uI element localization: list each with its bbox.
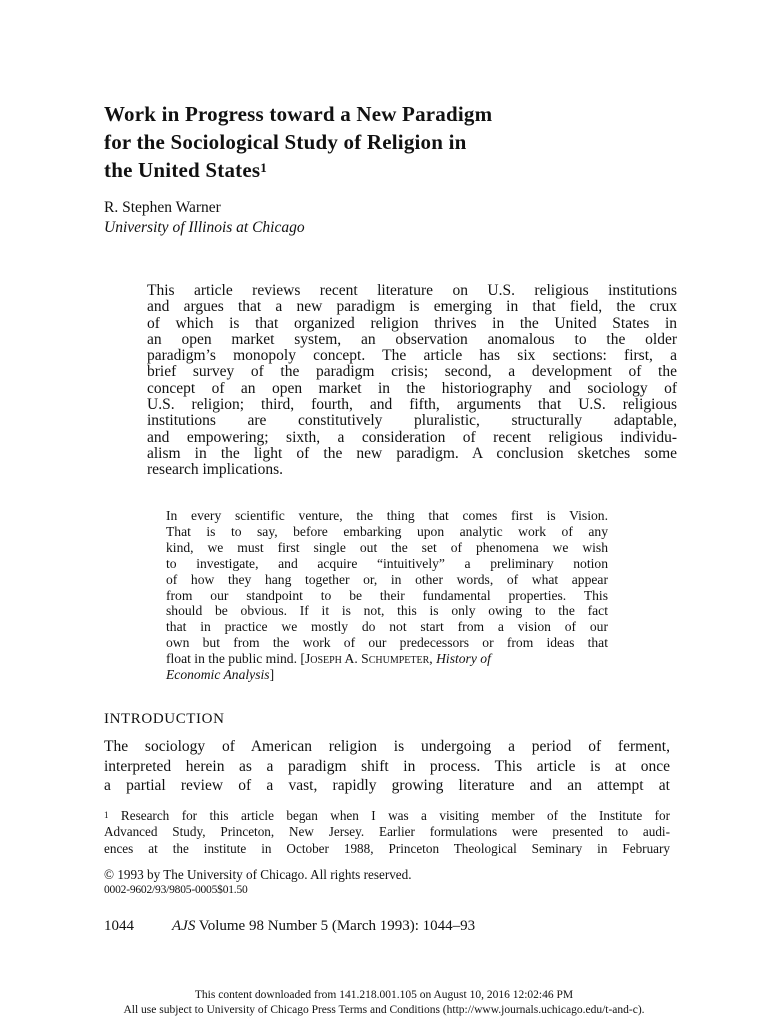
epigraph-attribution-author: Joseph A. Schumpeter — [304, 651, 430, 667]
epigraph-line: That is to say, before embarking upon analytic work of any — [166, 523, 608, 539]
epigraph-line: from our standpoint to be their fundamental properties. This — [166, 587, 608, 603]
epigraph-line: that in practice we mostly do not start from a vision of our — [166, 619, 608, 635]
abstract-line: U.S. religion; third, fourth, and fifth, arguments that U.S. religious — [147, 396, 677, 414]
epigraph-line: of how they hang together or, in other words, of what appear — [166, 571, 608, 587]
body-line: a partial review of a vast, rapidly growing literature and an attempt at — [104, 777, 670, 794]
footnote-line — [104, 808, 670, 824]
section-heading: INTRODUCTION — [104, 711, 225, 727]
footnote — [104, 808, 670, 857]
abstract-line: paradigm’s monopoly concept. The article has six sections: first, a — [147, 347, 677, 365]
terms-line: All use subject to University of Chicago Press Terms and Conditions (http://www.journals.uchicago.edu/t-and-c). — [123, 1004, 645, 1016]
title-line-text: the United States — [104, 158, 261, 182]
download-notice — [0, 988, 768, 1018]
copyright-notice: © 1993 by The University of Chicago. All rights reserved. — [104, 867, 412, 882]
abstract-line: research implications. — [147, 461, 284, 479]
author-affiliation: University of Illinois at Chicago — [104, 219, 305, 236]
title-line — [104, 156, 704, 184]
abstract-line: institutions are constitutively pluralistic, structurally adaptable, — [147, 412, 677, 430]
epigraph-attribution-work: History of — [436, 651, 491, 667]
epigraph — [166, 508, 608, 683]
journal-citation-text: Volume 98 Number 5 (March 1993): 1044–93 — [195, 918, 476, 934]
introduction-body — [104, 737, 670, 796]
title-line: for the Sociological Study of Religion in — [104, 130, 467, 154]
epigraph-line — [166, 651, 608, 667]
author-name: R. Stephen Warner — [104, 199, 221, 216]
download-line: This content downloaded from 141.218.001.105 on August 10, 2016 12:02:46 PM — [194, 989, 574, 1001]
epigraph-line: to investigate, and acquire “intuitively” a preliminary notion — [166, 555, 608, 571]
journal-abbrev: AJS — [172, 918, 196, 934]
title-line: Work in Progress toward a New Paradigm — [104, 102, 493, 126]
abstract-line: an open market system, an observation anomalous to the older — [147, 330, 677, 348]
abstract-line: alism in the light of the new paradigm. A conclusion sketches some — [147, 444, 677, 462]
abstract — [147, 283, 677, 479]
title-footnote-mark: 1 — [260, 160, 267, 175]
epigraph-line: should be obvious. If it is not, this is only owing to the fact — [166, 603, 608, 619]
epigraph-line: In every scientific venture, the thing that comes first is Vision. — [166, 508, 608, 523]
body-line: The sociology of American religion is undergoing a period of ferment, — [104, 738, 670, 755]
journal-citation — [104, 917, 670, 935]
footnote-mark: 1 — [104, 810, 109, 820]
abstract-line: and empowering; sixth, a consideration of recent religious individu- — [147, 428, 677, 446]
epigraph-attribution-work: Economic Analysis — [166, 667, 270, 683]
page-number: 1044 — [104, 918, 134, 934]
footnote-line-text: Research for this article began when I was a visiting member of the Institute for — [108, 808, 670, 823]
abstract-line: and argues that a new paradigm is emerging in that field, the crux — [147, 298, 677, 316]
article-title — [104, 100, 704, 184]
epigraph-attribution-sep: , — [429, 651, 437, 667]
epigraph-line: own but from the work of our predecessors or from ideas that — [166, 635, 608, 651]
abstract-line: of which is that organized religion thrives in the United States in — [147, 314, 677, 332]
footnote-line: ences at the institute in October 1988, Princeton Theological Seminary in February — [104, 840, 670, 856]
issn-code: 0002-9602/93/9805-0005$01.50 — [104, 884, 248, 896]
abstract-line: This article reviews recent literature on U.S. religious institutions — [147, 282, 677, 299]
epigraph-line: kind, we must first single out the set of phenomena we wish — [166, 539, 608, 555]
abstract-line: concept of an open market in the historiography and sociology of — [147, 379, 677, 397]
epigraph-attribution-close: ] — [269, 667, 275, 683]
abstract-line: brief survey of the paradigm crisis; second, a development of the — [147, 363, 677, 381]
epigraph-line-text: float in the public mind. [ — [166, 651, 305, 667]
body-line: interpreted herein as a paradigm shift in process. This article is at once — [104, 757, 670, 775]
epigraph-line — [166, 667, 608, 683]
footnote-line: Advanced Study, Princeton, New Jersey. Earlier formulations were presented to audi- — [104, 824, 670, 840]
